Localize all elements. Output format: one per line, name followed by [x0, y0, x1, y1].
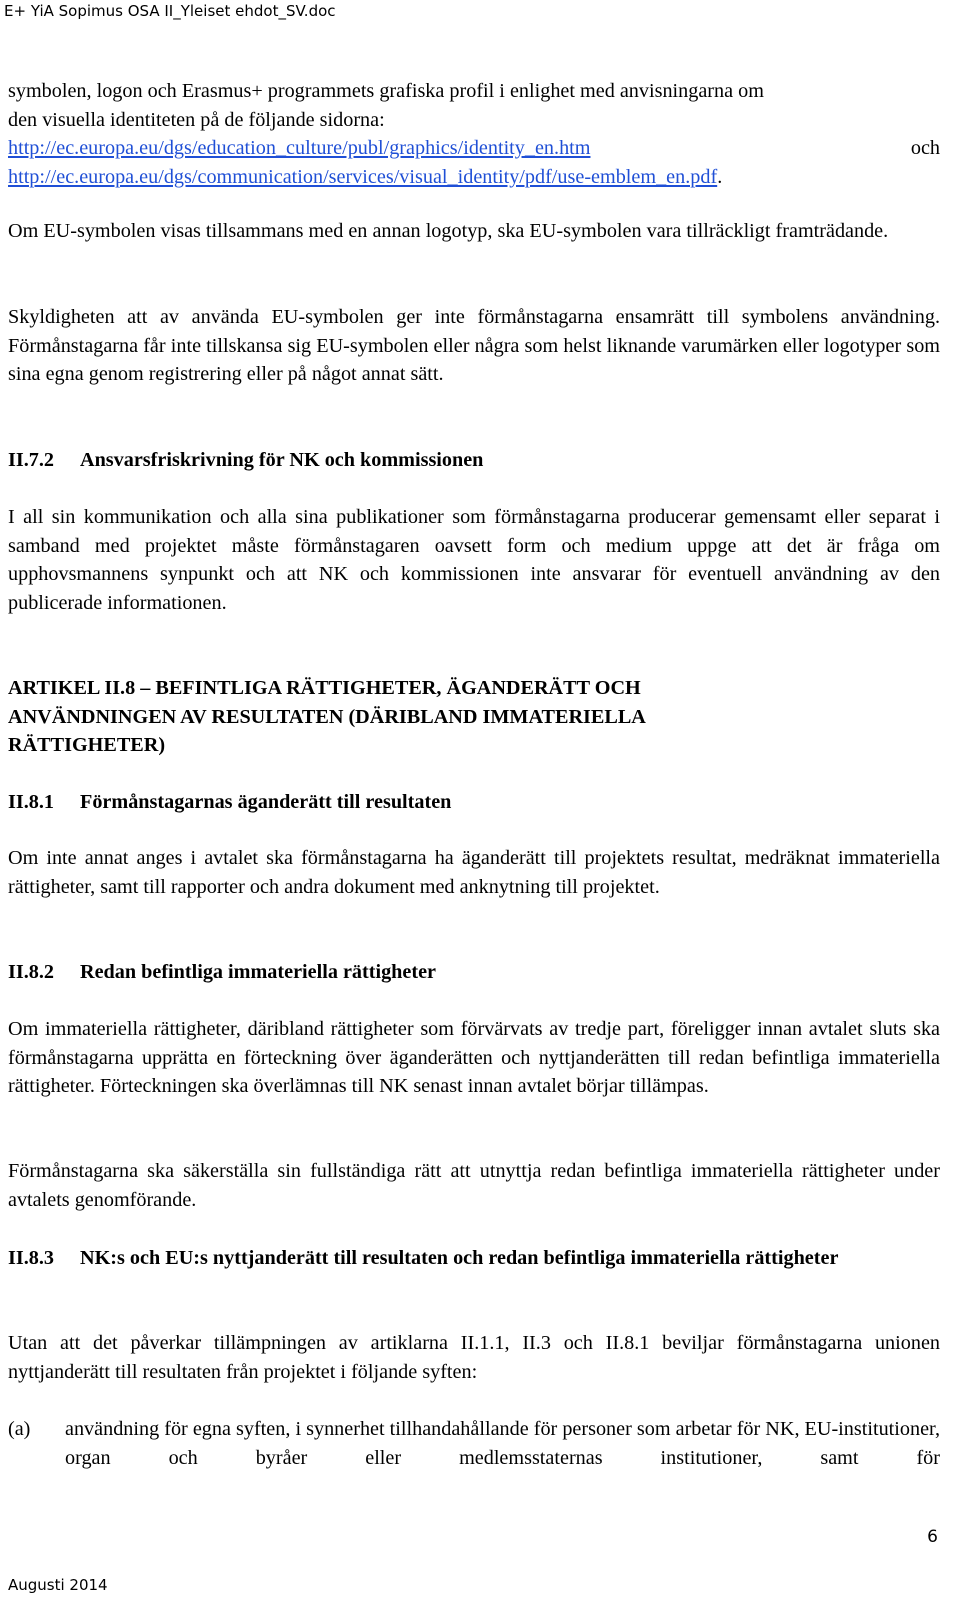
article-heading-line-3: RÄTTIGHETER)	[8, 734, 166, 757]
section-number: II.8.1	[8, 791, 54, 813]
section-7-2-body	[8, 503, 940, 617]
section-8-2-body-2	[8, 1157, 940, 1214]
article-heading-line-1: ARTIKEL II.8 – BEFINTLIGA RÄTTIGHETER, ÄGANDERÄTT OCH	[8, 677, 641, 699]
section-number: II.7.2	[8, 449, 54, 471]
document-header: E+ YiA Sopimus OSA II_Yleiset ehdot_SV.doc	[4, 2, 336, 20]
list-item-a	[8, 1415, 940, 1472]
link-period: .	[717, 165, 723, 188]
identity-link[interactable]: http://ec.europa.eu/dgs/education_culture/publ/graphics/identity_en.htm	[8, 137, 591, 160]
section-heading-7-2	[8, 446, 940, 475]
paragraph-obligation-text: Skyldigheten att av använda EU-symbolen ger inte förmånstagarna ensamrätt till symbolens användning. Förmånstagarna får inte tillskansa sig EU-symbolen eller några som helst liknande varumärken eller logotyper som sina egna genom registrering eller på något annat sätt.	[8, 306, 940, 386]
paragraph-eu-symbol	[8, 217, 940, 246]
section-8-3-body	[8, 1329, 940, 1386]
page-number: 6	[927, 1527, 938, 1547]
paragraph-obligation	[8, 303, 940, 389]
section-number: II.8.2	[8, 961, 54, 983]
section-title: NK:s och EU:s nyttjanderätt till resultaten och redan befintliga immateriella rättigheter	[80, 1247, 839, 1269]
section-8-1-text: Om inte annat anges i avtalet ska förmånstagarna ha äganderätt till projektets resultat, medräknat immateriella rättigheter, samt till rapporter och andra dokument med anknytning till projektet.	[8, 847, 940, 898]
section-number: II.8.3	[8, 1247, 54, 1269]
list-item-text: användning för egna syften, i synnerhet tillhandahållande för personer som arbetar för NK, EU-institutioner, organ och byråer eller medlemsstaternas institutioner, samt för	[65, 1418, 940, 1469]
article-heading-8	[8, 674, 940, 760]
link-conjunction: och	[910, 137, 940, 160]
section-8-2-text-1: Om immateriella rättigheter, däribland rättigheter som förvärvats av tredje part, föreligger innan avtalet sluts ska förmånstagarna upprätta en förteckning över äganderätten och nyttjanderätten till redan befintliga immateriella rättigheter. Förteckningen ska överlämnas till NK senast innan avtalet börjar tillämpas.	[8, 1018, 940, 1098]
section-7-2-text: I all sin kommunikation och alla sina publikationer som förmånstagarna producerar gemensamt eller separat i samband med projektet måste förmånstagaren oavsett form och medium uppge att det är fråga om upphovsmannens synpunkt och att NK och kommissionen inte ansvarar för eventuell användning av den publicerade informationen.	[8, 506, 940, 614]
section-heading-8-3	[8, 1244, 940, 1273]
intro-link-row-1	[8, 134, 940, 163]
intro-line-2: den visuella identiteten på de följande sidorna:	[8, 108, 385, 131]
intro-block	[8, 77, 940, 191]
section-8-1-body	[8, 844, 940, 901]
paragraph-eu-symbol-text: Om EU-symbolen visas tillsammans med en annan logotyp, ska EU-symbolen vara tillräckligt framträdande.	[8, 220, 889, 242]
section-title: Redan befintliga immateriella rättigheter	[80, 961, 436, 983]
emblem-link[interactable]: http://ec.europa.eu/dgs/communication/services/visual_identity/pdf/use-emblem_en.pdf	[8, 165, 718, 188]
section-title: Ansvarsfriskrivning för NK och kommissionen	[80, 449, 484, 471]
section-8-3-text: Utan att det påverkar tillämpningen av artiklarna II.1.1, II.3 och II.8.1 beviljar förmånstagarna unionen nyttjanderätt till resultaten från projektet i följande syften:	[8, 1332, 940, 1383]
section-8-2-body-1	[8, 1015, 940, 1101]
article-heading-line-2: ANVÄNDNINGEN AV RESULTATEN (DÄRIBLAND IMMATERIELLA	[8, 705, 646, 728]
footer-date: Augusti 2014	[8, 1576, 108, 1594]
section-8-2-text-2: Förmånstagarna ska säkerställa sin fullständiga rätt att utnyttja redan befintliga immateriella rättigheter under avtalets genomförande.	[8, 1160, 940, 1211]
section-heading-8-2	[8, 958, 940, 987]
section-title: Förmånstagarnas äganderätt till resultaten	[80, 791, 452, 813]
list-item-label: (a)	[8, 1418, 31, 1440]
intro-line-1: symbolen, logon och Erasmus+ programmets grafiska profil i enlighet med anvisningarna om	[8, 80, 764, 102]
intro-link-row-2	[8, 163, 940, 192]
section-heading-8-1	[8, 788, 940, 817]
